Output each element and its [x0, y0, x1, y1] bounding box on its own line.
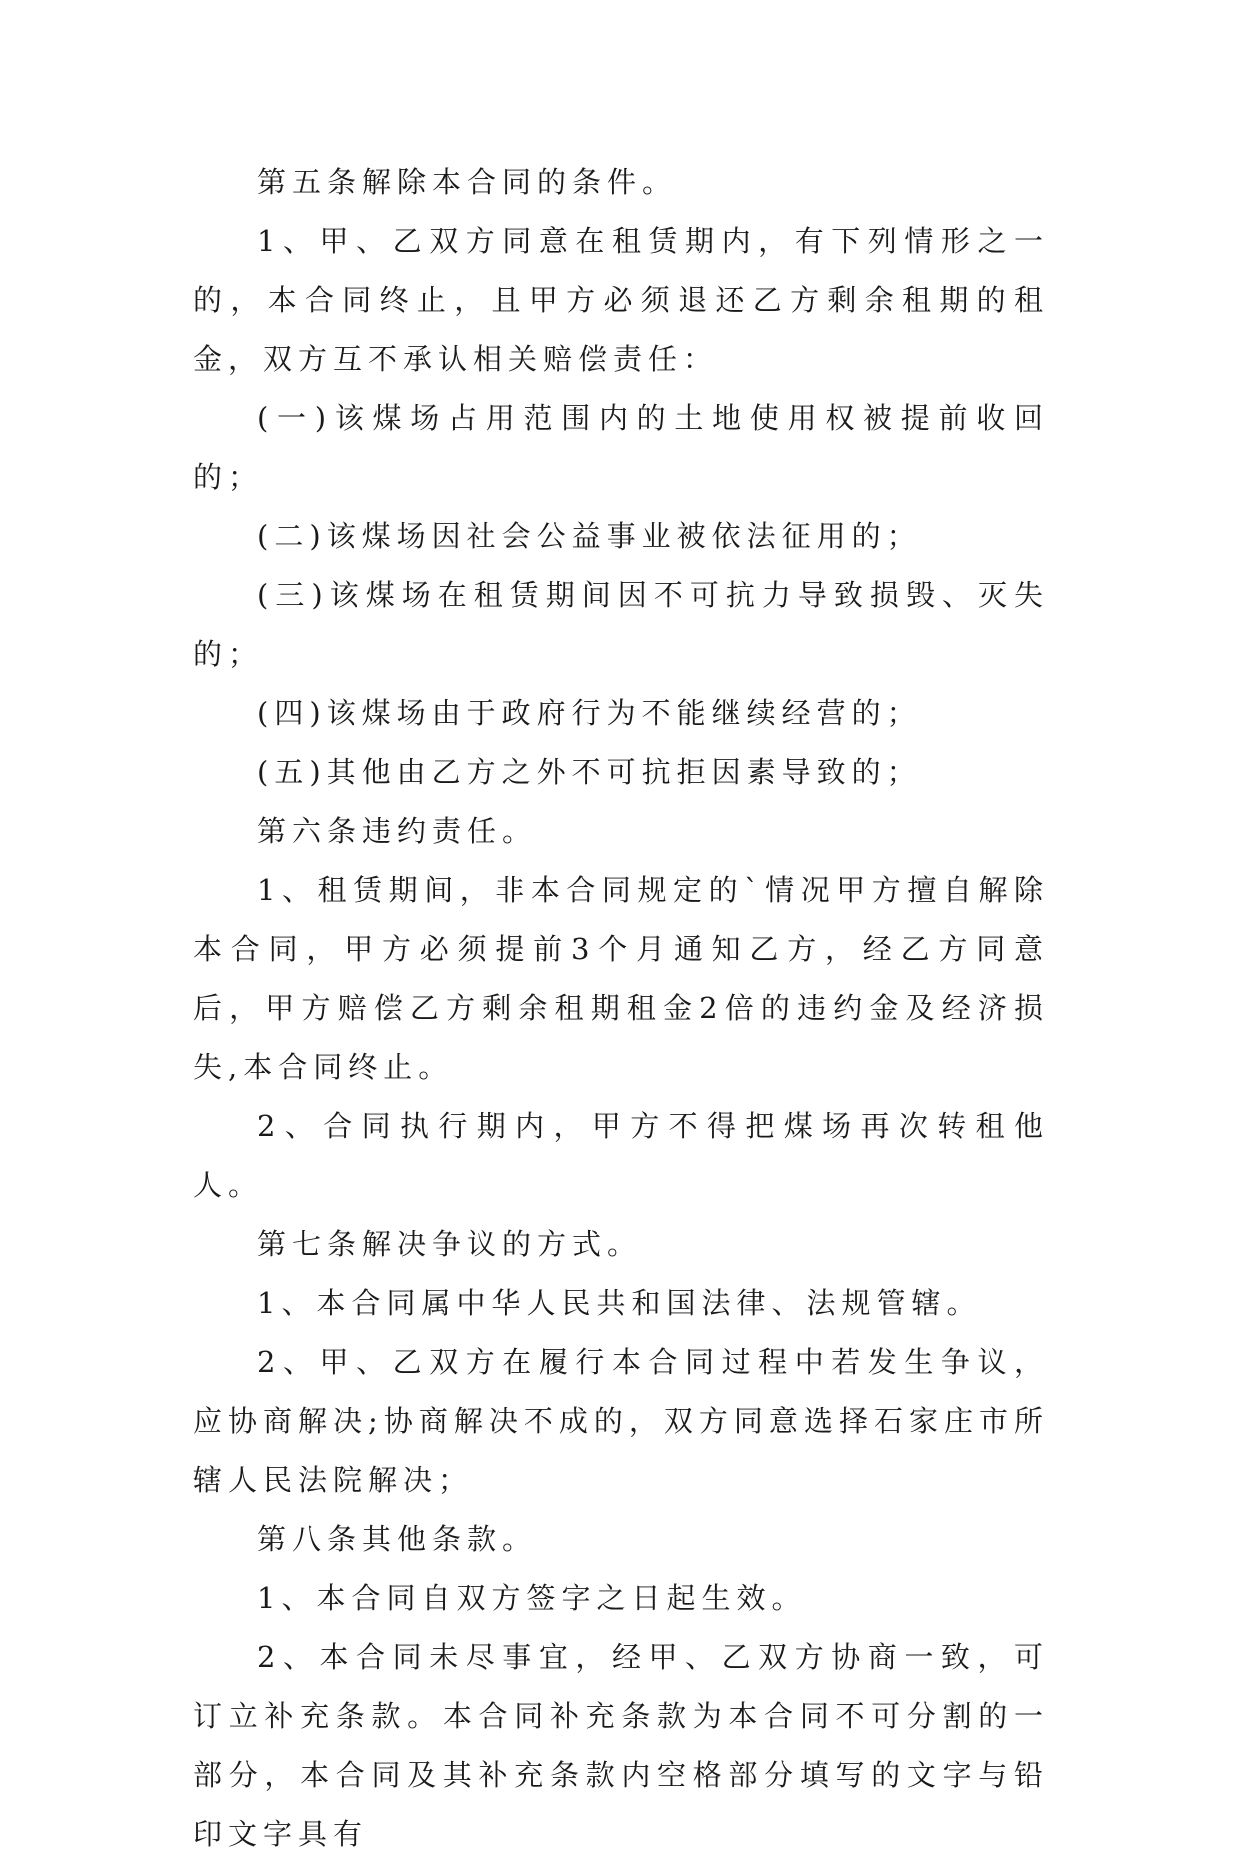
section-8-clause-1: 1、本合同自双方签字之日起生效。 — [257, 1581, 807, 1615]
section-5-heading: 第五条解除本合同的条件。 — [257, 165, 678, 199]
section-8-clause-2: 2、本合同未尽事宜，经甲、乙双方协商一致，可订立补充条款。本合同补充条款为本合同不可分割的一部分，本合同及其补充条款内空格部分填写的文字与铅印文字具有 — [193, 1640, 1049, 1851]
section-6-clause-2: 2、合同执行期内，甲方不得把煤场再次转租他人。 — [193, 1109, 1049, 1202]
section-5-item-2: (二)该煤场因社会公益事业被依法征用的； — [257, 519, 922, 553]
section-5-item-4: (四)该煤场由于政府行为不能继续经营的； — [257, 696, 922, 730]
section-5-clause-1: 1、甲、乙双方同意在租赁期内，有下列情形之一的，本合同终止，且甲方必须退还乙方剩余租期的租金，双方互不承认相关赔偿责任： — [193, 224, 1049, 376]
section-5-item-3: (三)该煤场在租赁期间因不可抗力导致损毁、灭失的； — [193, 578, 1049, 671]
section-6-clause-1: 1、租赁期间，非本合同规定的`情况甲方擅自解除本合同，甲方必须提前3个月通知乙方，经乙方同意后，甲方赔偿乙方剩余租期租金2倍的违约金及经济损失,本合同终止。 — [193, 873, 1049, 1084]
section-7-clause-2: 2、甲、乙双方在履行本合同过程中若发生争议，应协商解决;协商解决不成的，双方同意选择石家庄市所辖人民法院解决； — [193, 1345, 1049, 1497]
section-6-heading: 第六条违约责任。 — [257, 814, 538, 848]
section-7-clause-1: 1、本合同属中华人民共和国法律、法规管辖。 — [257, 1286, 982, 1320]
section-8-heading: 第八条其他条款。 — [257, 1522, 538, 1556]
document-body — [193, 153, 1049, 1864]
section-7-heading: 第七条解决争议的方式。 — [257, 1227, 643, 1261]
section-5-item-1: (一)该煤场占用范围内的土地使用权被提前收回的； — [193, 401, 1049, 494]
section-5-item-5: (五)其他由乙方之外不可抗拒因素导致的； — [257, 755, 922, 789]
